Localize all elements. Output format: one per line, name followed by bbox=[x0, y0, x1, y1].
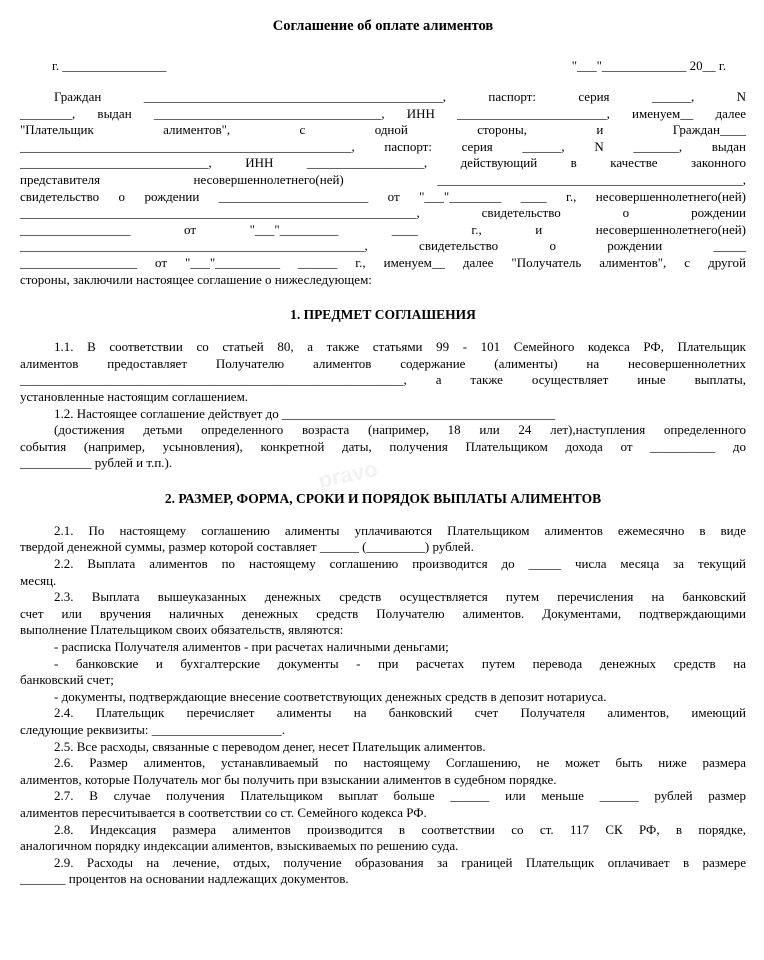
clause-line: _______ процентов на основании надлежащих документов. bbox=[20, 871, 349, 887]
list-item: - банковские и бухгалтерские документы - при расчетах путем перевода денежных средств на bbox=[54, 655, 746, 671]
list-item: - расписка Получателя алиментов - при расчетах наличными деньгами; bbox=[54, 639, 449, 655]
city-field: г. ________________ bbox=[52, 58, 167, 73]
date-line bbox=[20, 57, 746, 74]
watermark: pravo bbox=[315, 456, 380, 493]
clause-line: 2.2. Выплата алиментов по настоящему соглашению производится до _____ числа месяца за текущий bbox=[54, 556, 746, 572]
intro-line: стороны, заключили настоящее соглашение о нижеследующем: bbox=[20, 271, 372, 287]
clause-line: (достижения детьми определенного возраста (например, 18 или 24 лет),наступления определенного bbox=[54, 422, 746, 438]
list-item: банковский счет; bbox=[20, 672, 114, 688]
clause-line: выполнение Плательщиком своих обязательств, являются: bbox=[20, 622, 344, 638]
clause-line: 2.1. По настоящему соглашению алименты уплачиваются Плательщиком алиментов ежемесячно в виде bbox=[54, 522, 746, 538]
section-1-body bbox=[20, 339, 746, 472]
intro-line: представителя несовершеннолетнего(ней) _______________________________________________, bbox=[20, 171, 746, 187]
section-2-body bbox=[20, 523, 746, 888]
clause-line: установленные настоящим соглашением. bbox=[20, 388, 249, 404]
section-2-heading: 2. РАЗМЕР, ФОРМА, СРОКИ И ПОРЯДОК ВЫПЛАТЫ АЛИМЕНТОВ bbox=[164, 490, 602, 506]
intro-line: _____________________________________________________________, свидетельство о рождении bbox=[20, 205, 746, 221]
intro-line: Граждан ______________________________________________, паспорт: серия ______, N bbox=[54, 89, 746, 104]
clause-line: 1.1. В соответствии со статьей 80, а также статьями 99 - 101 Семейного кодекса РФ, Плательщик bbox=[54, 339, 746, 355]
intro-paragraph bbox=[20, 89, 746, 288]
date-field: "___"_____________ 20__ г. bbox=[571, 58, 726, 73]
clause-line: 2.9. Расходы на лечение, отдых, получение образования за границей Плательщик оплачивает в размере bbox=[54, 854, 746, 870]
intro-line: свидетельство о рождении _______________________ от "___"________ ____ г., несовершеннолетнего(ней) bbox=[20, 188, 746, 204]
intro-line: _____________________________, ИНН __________________, действующий в качестве законного bbox=[20, 155, 746, 171]
clause-line: счет или вручения наличных денежных средств Получателю алиментов. Документами, подтверждающими bbox=[20, 605, 746, 621]
clause-line: 2.4. Плательщик перечисляет алименты на банковский счет Получателя алиментов, имеющий bbox=[54, 705, 746, 721]
clause-line: следующие реквизиты: ____________________. bbox=[20, 722, 285, 737]
intro-line: "Плательщик алиментов", с одной стороны, и Граждан____ bbox=[20, 122, 746, 138]
clause-line: месяц. bbox=[20, 572, 57, 588]
clause-line: 2.6. Размер алиментов, устанавливаемый по настоящему Соглашению, не может быть ниже размера bbox=[54, 755, 746, 771]
intro-line: ________, выдан ___________________________________, ИНН _______________________, именуем__ далее bbox=[20, 105, 746, 121]
clause-line: 2.5. Все расходы, связанные с переводом денег, несет Плательщик алиментов. bbox=[54, 738, 486, 754]
section-1-heading: 1. ПРЕДМЕТ СОГЛАШЕНИЯ bbox=[290, 307, 476, 323]
clause-line: события (например, усыновления), конкретной даты, получения Плательщиком дохода от __________ до bbox=[20, 438, 746, 454]
intro-line: _________________ от "___"_________ ____ г., и несовершеннолетнего(ней) bbox=[20, 221, 746, 237]
clause-line: ___________ рублей и т.п.). bbox=[20, 455, 173, 471]
intro-line: __________________ от "___"__________ ______ г., именуем__ далее "Получатель алиментов", с другой bbox=[20, 254, 746, 270]
list-item: - документы, подтверждающие внесение соответствующих денежных средств в депозит нотариуса. bbox=[54, 688, 607, 704]
clause-line: 2.7. В случае получения Плательщиком выплат больше ______ или меньше ______ рублей размер bbox=[54, 788, 746, 804]
document-title: Соглашение об оплате алиментов bbox=[272, 18, 494, 34]
clause-line: твердой денежной суммы, размер которой составляет ______ (_________) рублей. bbox=[20, 539, 474, 555]
clause-line: ___________________________________________________________, а также осуществляет иные выплаты, bbox=[20, 372, 746, 388]
intro-line: _____________________________________________________, свидетельство о рождении _____ bbox=[20, 238, 746, 254]
clause-line: алиментов пересчитывается в соответствии со ст. Семейного кодекса РФ. bbox=[20, 804, 427, 820]
clause-line: 1.2. Настоящее соглашение действует до __________________________________________ bbox=[54, 405, 556, 421]
clause-line: 2.8. Индексация размера алиментов производится в соответствии со ст. 117 СК РФ, в порядке, bbox=[54, 821, 746, 837]
clause-line: аналогичном порядку индексации алиментов, взыскиваемых по решению суда. bbox=[20, 838, 459, 854]
clause-line: алиментов, которые Получатель мог бы получить при взыскании алиментов в судебном порядке. bbox=[20, 771, 557, 787]
clause-line: 2.3. Выплата вышеуказанных денежных средств осуществляется путем перечисления на банковский bbox=[54, 589, 746, 605]
clause-line: алиментов предоставляет Получателю алиментов содержание (алименты) на несовершеннолетних bbox=[20, 355, 746, 371]
intro-line: ___________________________________________________, паспорт: серия ______, N _______, выдан bbox=[20, 138, 746, 154]
